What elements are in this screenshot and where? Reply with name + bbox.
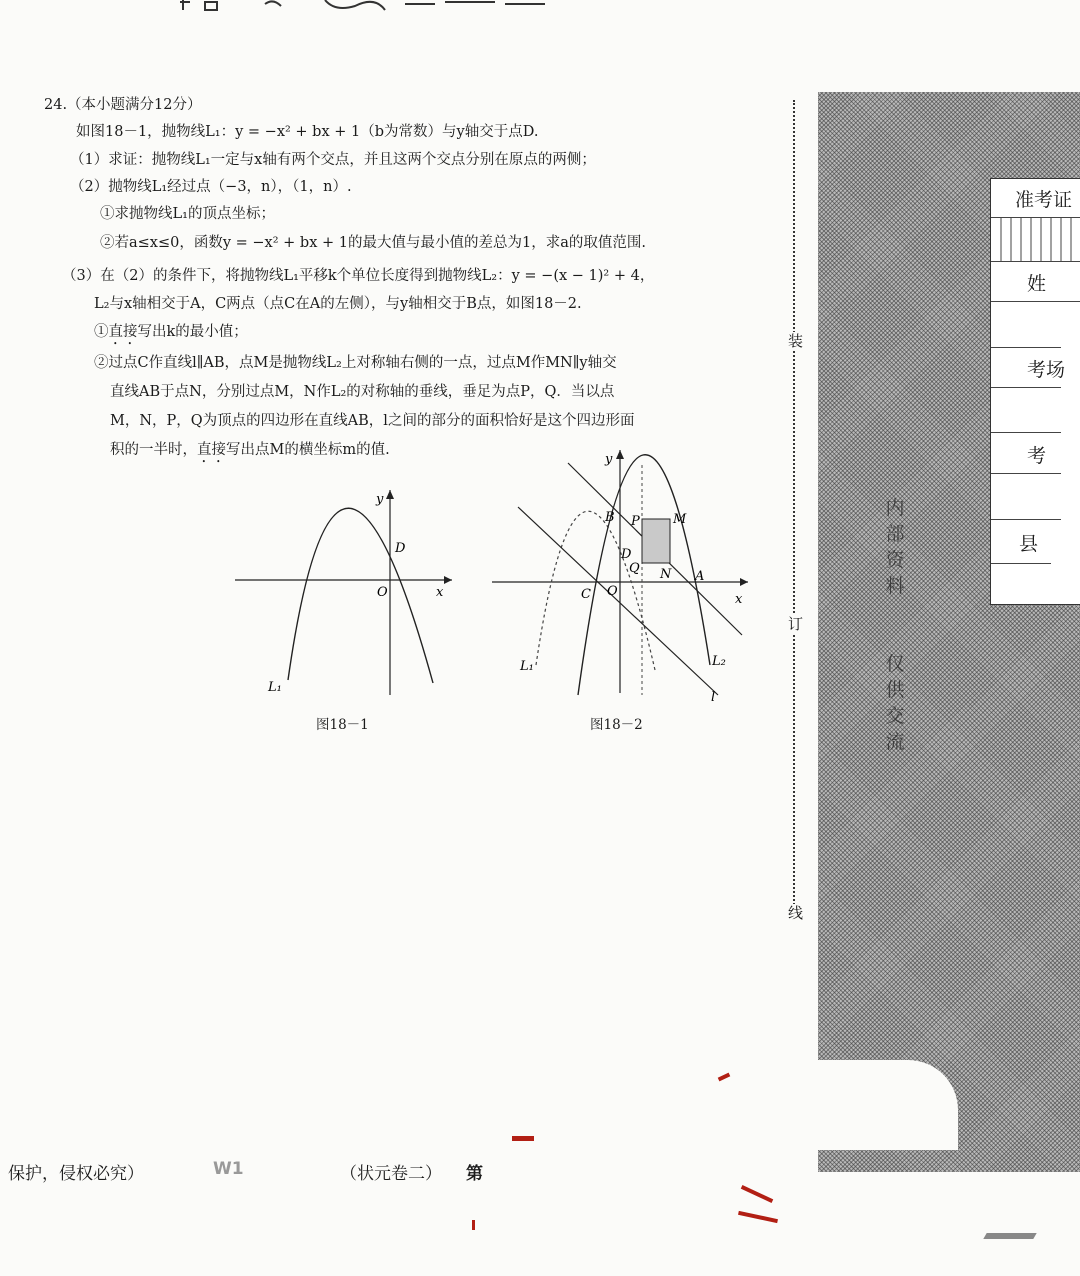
part2-a-text: ①求抛物线L₁的顶点坐标；: [100, 206, 275, 222]
figure-18-1: [230, 485, 460, 705]
fig1-label-L1: L₁: [268, 680, 282, 695]
form-divider: [991, 432, 1061, 433]
fig2-parabola-L1: [536, 511, 655, 670]
red-ink-mark: [738, 1211, 778, 1223]
fig2-label-O: O: [607, 584, 618, 599]
margin-char-ding: 订: [788, 615, 804, 633]
fig2-label-D: D: [621, 547, 632, 562]
binding-dotted-line: [793, 100, 795, 920]
fig2-label-Q: Q: [629, 561, 640, 576]
fig2-quadrilateral-MNPQ: [642, 519, 670, 563]
form-label-exam: 考: [1027, 445, 1047, 467]
footer-copyright: 保护，侵权必究）: [8, 1164, 144, 1184]
red-ink-mark: [718, 1073, 731, 1082]
fig2-label-y: y: [605, 452, 613, 467]
part3-b-line4-emphasis: 直接: [197, 442, 226, 458]
part3-a-text: [94, 322, 248, 348]
red-ink-mark: [741, 1185, 774, 1203]
part3-a-suffix: 写出k的最小值；: [137, 324, 248, 340]
margin-char-zhuang: 装: [788, 332, 804, 350]
fig2-label-C: C: [581, 587, 591, 602]
form-divider: [991, 563, 1051, 564]
fig1-x-arrow: [444, 576, 452, 584]
part3-b-line4-prefix: 积的一半时，: [110, 442, 197, 458]
part3-b-line4-suffix: 写出点M的横坐标m的值.: [226, 442, 390, 458]
fig2-label-x: x: [735, 592, 743, 607]
fig2-parabola-L2: [578, 455, 710, 695]
form-divider: [991, 473, 1061, 474]
top-scrawl: [175, 0, 575, 20]
question-intro: 如图18－1，抛物线L₁：y = −x² + bx + 1（b为常数）与y轴交于点D.: [76, 124, 539, 140]
form-label-ticket: 准考证: [1015, 189, 1073, 211]
form-label-room: 考场: [1027, 359, 1066, 381]
form-label-name: 姓: [1027, 273, 1047, 295]
red-ink-mark: [472, 1220, 475, 1230]
fig2-line-l: [518, 507, 718, 695]
fig1-label-D: D: [395, 541, 406, 556]
fig2-label-M: M: [673, 512, 687, 527]
fig1-label-y: y: [376, 492, 384, 507]
part1-text: （1）求证：抛物线L₁一定与x轴有两个交点，并且这两个交点分别在原点的两侧；: [70, 152, 596, 168]
fig2-label-B: B: [605, 510, 615, 525]
part3-line2: L₂与x轴相交于A，C两点（点C在A的左侧），与y轴相交于B点，如图18－2.: [94, 296, 582, 312]
form-divider: [991, 519, 1061, 520]
form-divider: [991, 301, 1080, 302]
binding-stamp: 内 部 资 料 仅 供 交 流: [885, 497, 905, 753]
fig2-label-L1: L₁: [520, 659, 534, 674]
fig2-label-N: N: [660, 567, 672, 582]
fig2-label-L2: L₂: [712, 654, 726, 669]
part3-a-prefix: ①: [94, 324, 109, 340]
form-divider: [991, 387, 1061, 388]
part3-a-emphasis: 直接: [108, 324, 138, 340]
fig1-label-O: O: [377, 585, 388, 600]
part3-b-line3: M，N，P，Q为顶点的四边形在直线AB，l之间的部分的面积恰好是这个四边形面: [110, 413, 635, 429]
margin-char-xian: 线: [788, 904, 804, 922]
binding-torn-edge: [818, 1060, 958, 1150]
part3-line1: （3）在（2）的条件下，将抛物线L₁平移k个单位长度得到抛物线L₂：y = −(x − 1)² + 4，: [62, 268, 655, 284]
footer-mark: W1: [213, 1159, 244, 1179]
part3-b-line2: 直线AB于点N，分别过点M，N作L₂的对称轴的垂线，垂足为点P，Q．当以点: [110, 384, 615, 400]
footer-page-tail: 第: [466, 1164, 483, 1184]
figure-18-1-caption: 图18－1: [316, 717, 369, 733]
part2-b-text: ②若a≤x≤0，函数y = −x² + bx + 1的最大值与最小值的差总为1，求a的取值范围.: [100, 235, 646, 251]
part3-b-line1: ②过点C作直线l∥AB，点M是抛物线L₂上对称轴右侧的一点，过点M作MN∥y轴交: [94, 355, 617, 371]
fig2-y-arrow: [616, 450, 624, 459]
part3-b-line4: [110, 440, 390, 466]
part2-text: （2）抛物线L₁经过点（−3，n），（1，n）.: [70, 179, 352, 195]
fig2-label-l: l: [711, 690, 716, 705]
form-label-county: 县: [1019, 533, 1039, 555]
fig2-x-arrow: [740, 578, 748, 586]
fig2-label-P: P: [631, 514, 640, 529]
figure-18-2: [490, 445, 760, 710]
gray-scrap: [983, 1233, 1036, 1239]
fig1-label-x: x: [436, 585, 444, 600]
figure-18-2-caption: 图18－2: [590, 717, 643, 733]
question-number: 24.（本小题满分12分）: [44, 97, 202, 113]
form-ticket-boxes[interactable]: [991, 217, 1080, 261]
form-divider: [991, 347, 1061, 348]
form-divider: [991, 261, 1080, 262]
fig1-parabola-L1: [288, 508, 433, 683]
footer-volume: （状元卷二）: [340, 1164, 442, 1184]
fig2-label-A: A: [695, 569, 705, 584]
candidate-info-form: [990, 178, 1080, 605]
fig1-y-arrow: [386, 490, 394, 499]
red-ink-mark: [512, 1136, 534, 1141]
